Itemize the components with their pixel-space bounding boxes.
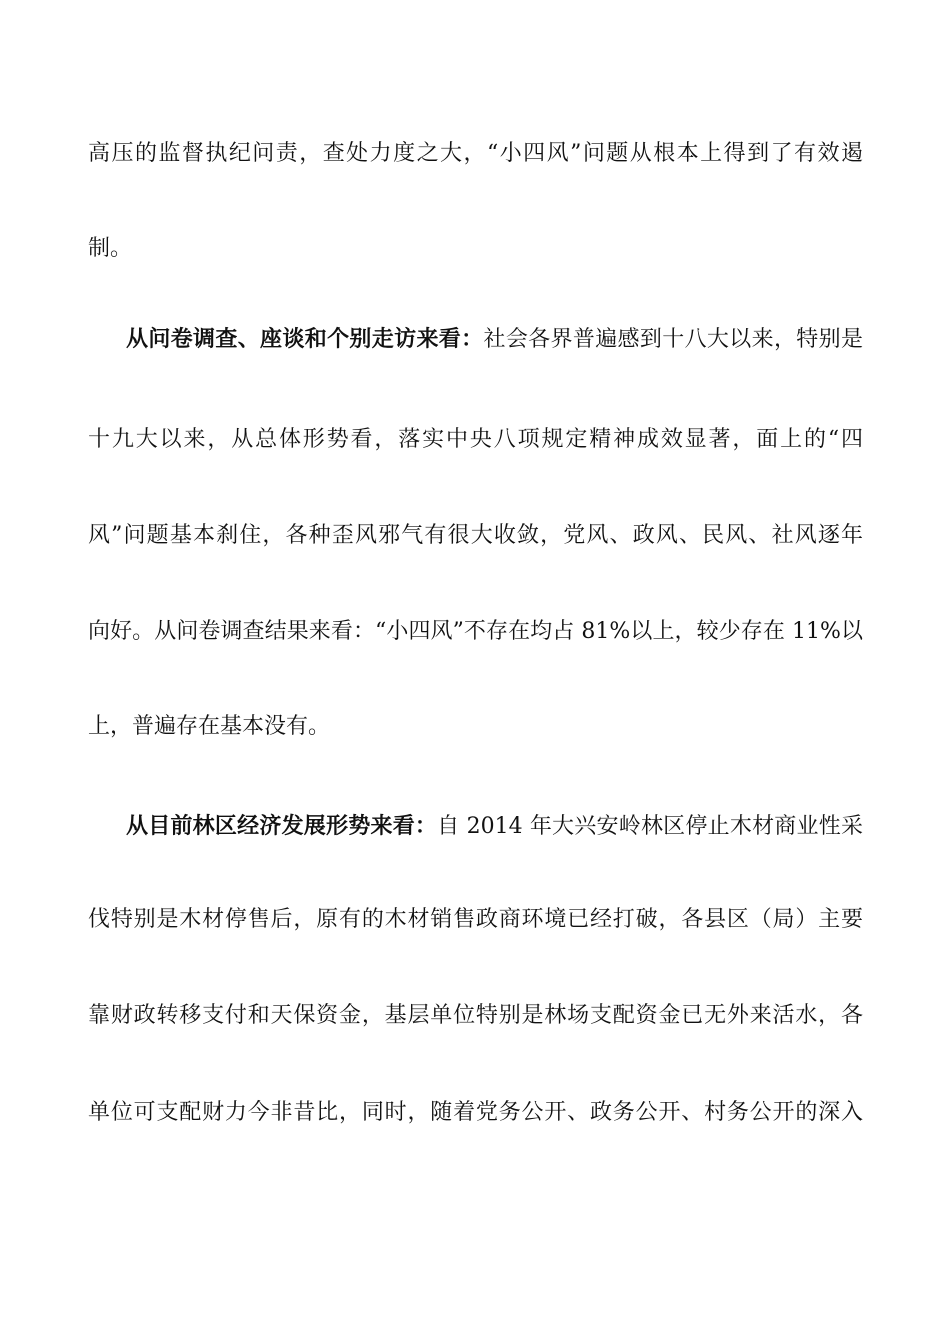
- line-text: 社会各界普遍感到十八大以来，特别是: [483, 327, 863, 352]
- paragraph-line: [88, 616, 863, 648]
- line-text: 向好。从问卷调查结果来看：“小四风”不存在均占 81%以上，较少存在 11%以: [88, 619, 863, 644]
- paragraph-line: [88, 1000, 863, 1032]
- paragraph-line: [88, 233, 863, 265]
- line-text: 制。: [88, 236, 133, 261]
- paragraph-line: [88, 520, 863, 552]
- line-text: 伐特别是木材停售后，原有的木材销售政商环境已经打破，各县区（局）主要: [88, 907, 863, 932]
- line-text: 高压的监督执纪问责，查处力度之大，“小四风”问题从根本上得到了有效遏: [88, 141, 863, 166]
- line-text: 自 2014 年大兴安岭林区停止木材商业性采: [437, 814, 863, 839]
- line-text: 靠财政转移支付和天保资金，基层单位特别是林场支配资金已无外来活水，各: [88, 1003, 863, 1028]
- paragraph-lead-bold: 从问卷调查、座谈和个别走访来看：: [126, 326, 484, 352]
- paragraph-line: [88, 904, 863, 936]
- line-text: 上，普遍存在基本没有。: [88, 714, 331, 739]
- line-text: 风”问题基本刹住，各种歪风邪气有很大收敛，党风、政风、民风、社风逐年: [88, 523, 863, 548]
- line-text: 单位可支配财力今非昔比，同时，随着党务公开、政务公开、村务公开的深入: [88, 1100, 863, 1125]
- paragraph-line: [88, 138, 863, 170]
- paragraph-first-line: [126, 810, 863, 842]
- paragraph-line: [88, 711, 863, 743]
- paragraph-first-line: [126, 323, 863, 355]
- paragraph-line: [88, 424, 863, 456]
- line-text: 十九大以来，从总体形势看，落实中央八项规定精神成效显著，面上的“四: [88, 427, 863, 452]
- paragraph-lead-bold: 从目前林区经济发展形势来看：: [126, 813, 438, 839]
- paragraph-line: [88, 1097, 863, 1129]
